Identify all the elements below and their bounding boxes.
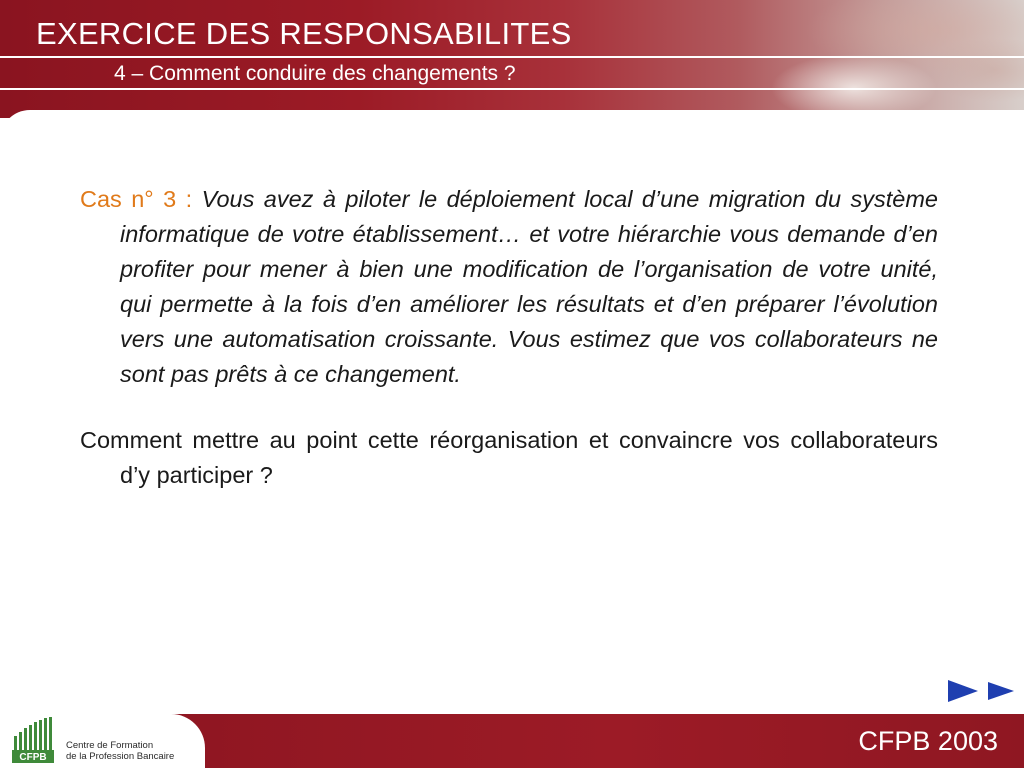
- header-photo-hand-mouse: [604, 0, 1024, 118]
- case-label: Cas n° 3 :: [80, 186, 202, 212]
- logo-abbr: CFPB: [19, 752, 47, 763]
- next-slide-button[interactable]: [948, 678, 1018, 704]
- slide-subtitle: 4 – Comment conduire des changements ?: [114, 62, 516, 85]
- cfpb-logo: [8, 716, 58, 764]
- logo-line-2: de la Profession Bancaire: [66, 751, 175, 762]
- header-curve: [0, 110, 1024, 118]
- header-divider-bottom: [0, 88, 1024, 90]
- cfpb-logo-icon: [8, 716, 58, 764]
- footer-label: CFPB 2003: [858, 726, 998, 756]
- logo-line-1: Centre de Formation: [66, 740, 154, 751]
- logo-organization-name: [66, 740, 174, 762]
- slide-header: [0, 0, 1024, 118]
- case-text: Vous avez à piloter le déploiement local d’une migration du système informatique de votre établissement… et votre hiérarchie vous demande d’en profiter pour mener à bien une modification de l’organisation de votre unité, qui permette à la fois d’en améliorer les résultats et d’en préparer l’évolution vers une automatisation croissante. Vous estimez que vos collaborateurs ne sont pas prêts à ce changement.: [120, 186, 938, 387]
- question-paragraph: Comment mettre au point cette réorganisation et convaincre vos collaborateurs d’y participer ?: [80, 427, 938, 488]
- slide-body: [80, 182, 938, 493]
- fast-forward-arrows-icon: [948, 678, 1018, 704]
- header-divider-top: [0, 56, 1024, 58]
- case-paragraph: [80, 182, 938, 392]
- slide-title: EXERCICE DES RESPONSABILITES: [36, 16, 572, 51]
